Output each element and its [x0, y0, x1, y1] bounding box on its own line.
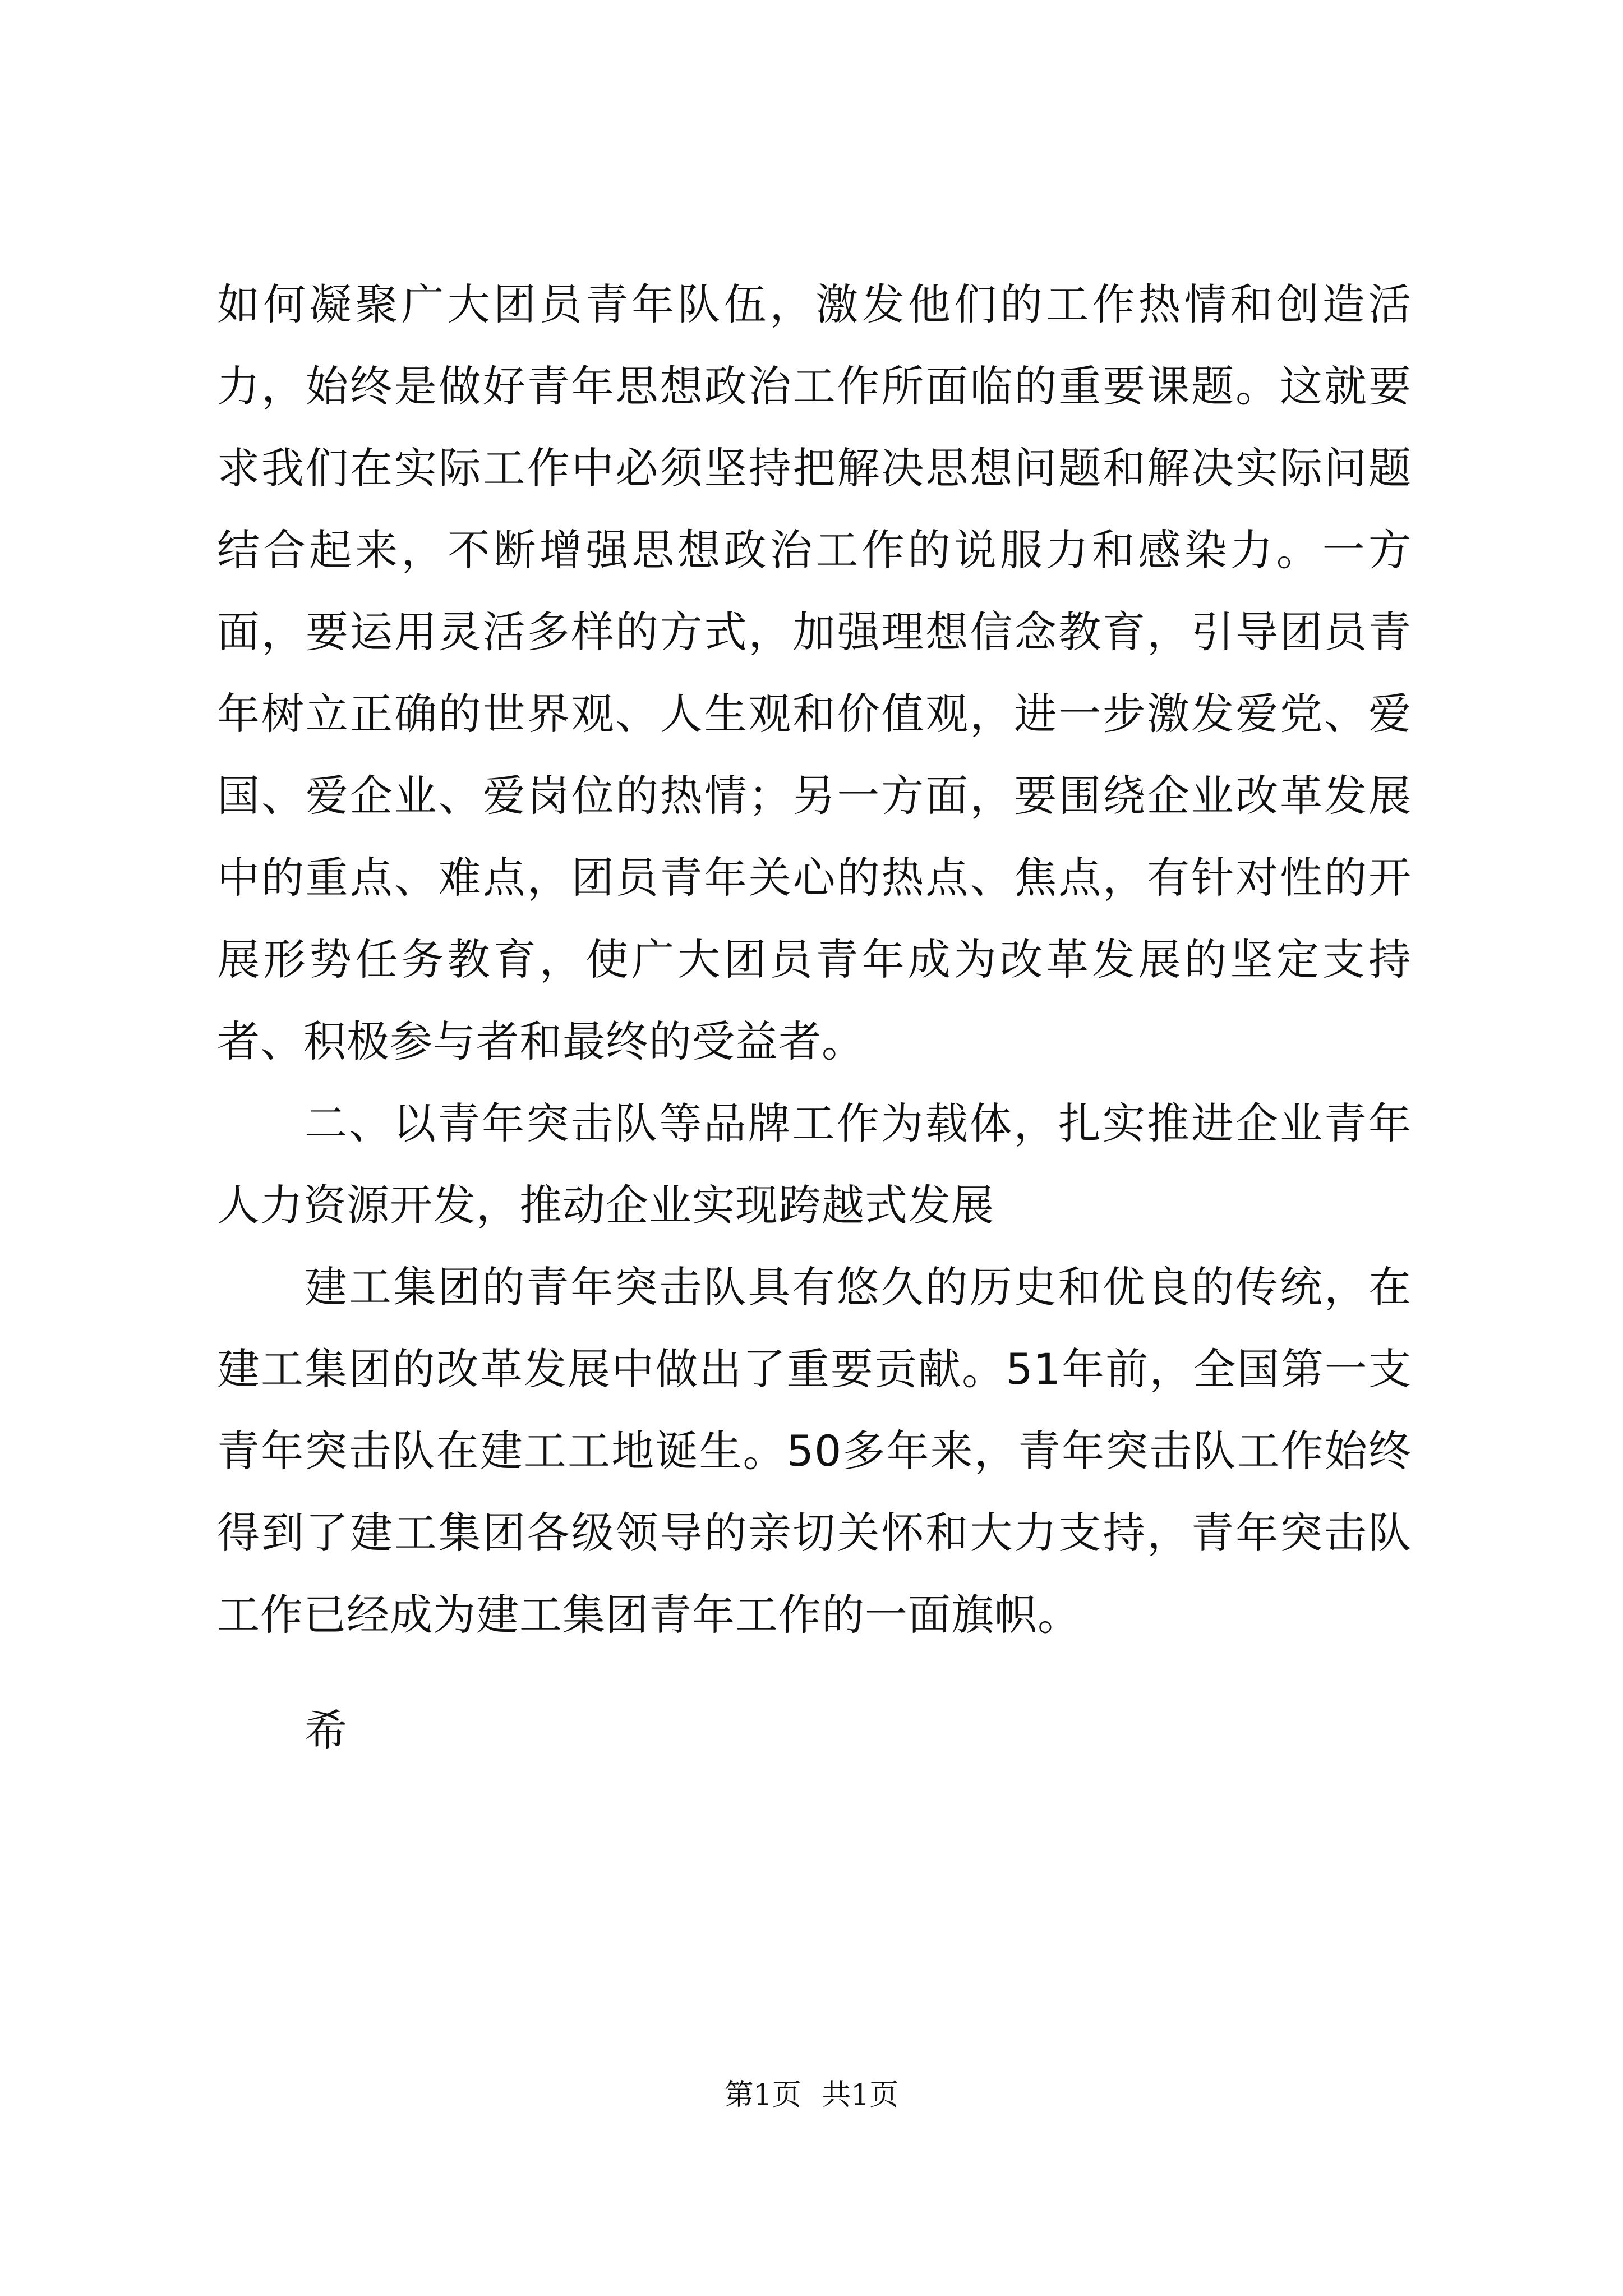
- paragraph-fragment: 希: [305, 1705, 348, 1755]
- page-number-current: 第1页: [724, 2078, 801, 2112]
- page-number-total: 共1页: [822, 2078, 899, 2112]
- section-heading-2: 二、以青年突击队等品牌工作为载体，扎实推进企业青年人力资源开发，推动企业实现跨越式发展: [217, 1098, 1412, 1230]
- paragraph-intro: 如何凝聚广大团员青年队伍，激发他们的工作热情和创造活力，始终是做好青年思想政治工作所面临的重要课题。这就要求我们在实际工作中必须坚持把解决思想问题和解决实际问题结合起来，不断增强思想政治工作的说服力和感染力。一方面，要运用灵活多样的方式，加强理想信念教育，引导团员青年树立正确的世界观、人生观和价值观，进一步激发爱党、爱国、爱企业、爱岗位的热情；另一方面，要围绕企业改革发展中的重点、难点，团员青年关心的热点、焦点，有针对性的开展形势任务教育，使广大团员青年成为改革发展的坚定支持者、积极参与者和最终的受益者。: [217, 279, 1412, 1066]
- document-body: [217, 264, 1412, 1772]
- page-footer: [0, 2076, 1623, 2115]
- paragraph-youth-commando: 建工集团的青年突击队具有悠久的历史和优良的传统，在建工集团的改革发展中做出了重要贡献。51年前，全国第一支青年突击队在建工工地诞生。50多年来，青年突击队工作始终得到了建工集团各级领导的亲切关怀和大力支持，青年突击队工作已经成为建工集团青年工作的一面旗帜。: [217, 1262, 1412, 1640]
